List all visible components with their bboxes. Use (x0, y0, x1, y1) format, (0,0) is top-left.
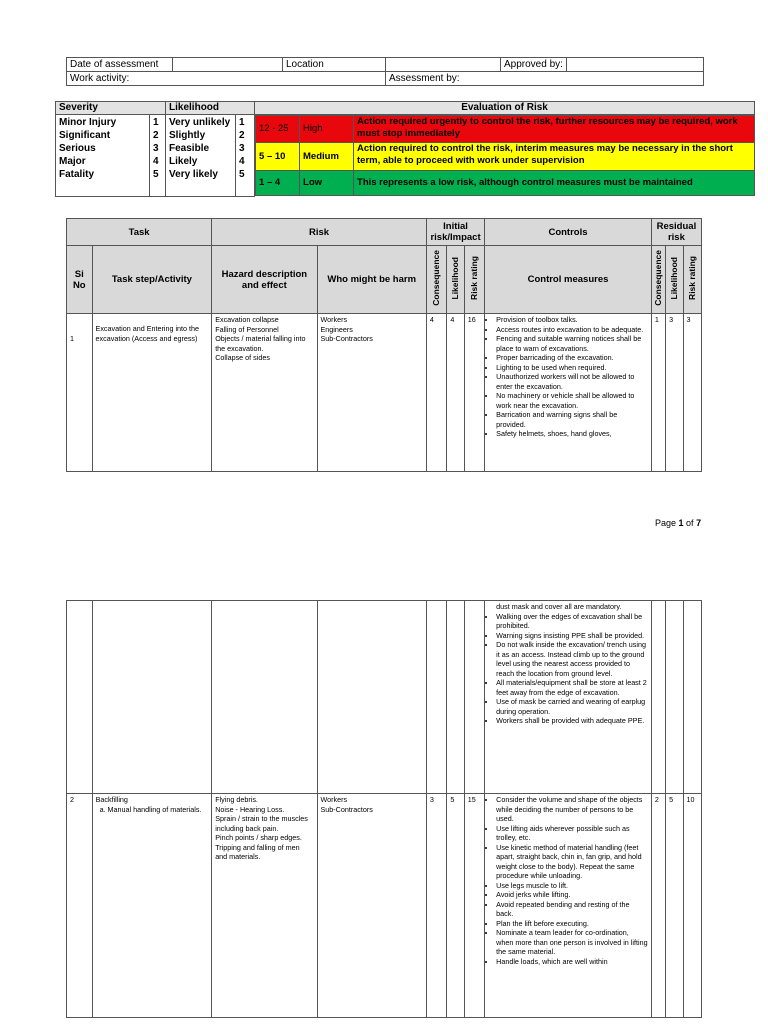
date-label: Date of assessment (67, 58, 173, 72)
control-item: • Unauthorized workers will not be allowed to enter the excavation. (496, 372, 648, 391)
col-who: Who might be harm (317, 246, 426, 314)
severity-item: Major (59, 156, 86, 167)
hazard-item: Flying debris. (215, 795, 258, 804)
severity-item: Significant (59, 130, 111, 141)
page-of: of (683, 518, 697, 528)
likelihood-item: Feasible (169, 143, 210, 154)
row-res-consequence (651, 601, 665, 794)
control-item: • No machinery or vehicle shall be allowed to work near the excavation. (496, 391, 648, 410)
hazard-item: Objects / material falling into the excavation. (215, 334, 306, 353)
row-who (317, 601, 426, 794)
control-item: • Proper barricading of the excavation. (496, 353, 648, 363)
eval-level-medium: Medium (300, 143, 354, 171)
severity-score: 1 (153, 117, 159, 128)
likelihood-score: 3 (239, 143, 245, 154)
control-item: • Handle loads, which are well within (496, 957, 648, 967)
control-item: • Plan the lift before executing. (496, 919, 648, 929)
severity-score: 2 (153, 130, 159, 141)
row-consequence: 4 (426, 314, 446, 472)
col-residual: Residual risk (651, 219, 701, 246)
page-total: 7 (696, 518, 702, 528)
likelihood-labels (166, 115, 236, 197)
hazard-item: Noise - Hearing Loss. (215, 804, 285, 814)
location-label: Location (283, 58, 386, 72)
severity-score: 3 (153, 143, 159, 154)
control-item: • Workers shall be provided with adequate PPE. (496, 716, 648, 726)
step-title: Backfilling (95, 795, 128, 804)
likelihood-scores (236, 115, 255, 197)
row-rating: 15 (464, 794, 484, 1018)
severity-item: Serious (59, 143, 96, 154)
row-controls (485, 314, 652, 472)
row-who (317, 314, 426, 472)
row-hazards (212, 601, 317, 794)
severity-score: 5 (153, 169, 159, 180)
row-step: Excavation and Entering into the excavation (Access and egress) (92, 314, 212, 472)
control-item: • Warning signs insisting PPE shall be provided. (496, 631, 648, 641)
row-res-rating: 3 (683, 314, 701, 472)
control-item: • Fencing and suitable warning notices shall be place to warn of excavations. (496, 334, 648, 353)
hazard-item: Collapse of sides (215, 353, 270, 362)
approved-label: Approved by: (501, 58, 567, 72)
eval-level-high: High (300, 116, 354, 143)
page-number (655, 518, 701, 528)
row-rating: 16 (464, 314, 484, 472)
row-res-consequence: 2 (651, 794, 665, 1018)
table-row (67, 601, 702, 794)
who-item: Engineers (320, 324, 353, 334)
row-likelihood: 5 (447, 794, 464, 1018)
who-item: Workers (320, 315, 348, 324)
likelihood-item: Very unlikely (169, 117, 231, 128)
control-item: • Use legs muscle to lift. (496, 881, 648, 891)
who-item: Sub-Contractors (320, 804, 373, 814)
row-step (92, 794, 212, 1018)
control-item: • Lighting to be used when required. (496, 363, 648, 373)
control-item: • All materials/equipment shall be store at least 2 feet away from the edge of excavation. (496, 678, 648, 697)
row-hazards (212, 314, 317, 472)
row-controls (485, 601, 652, 794)
col-likelihood: Likelihood (450, 256, 461, 300)
likelihood-score: 2 (239, 130, 245, 141)
likelihood-item: Slightly (169, 130, 206, 141)
who-item: Sub-Contractors (320, 334, 373, 343)
severity-title: Severity (56, 102, 166, 115)
col-consequence: Consequence (431, 250, 442, 306)
row-res-likelihood (666, 601, 683, 794)
col-res-likelihood: Likelihood (668, 256, 679, 300)
assessment-header-table (66, 57, 704, 86)
table-row (67, 314, 702, 472)
col-initial: Initial risk/Impact (426, 219, 484, 246)
assessed-label: Assessment by: (386, 72, 704, 86)
control-item: • Consider the volume and shape of the objects while deciding the number of persons to be used. (496, 795, 648, 824)
page-prefix: Page (655, 518, 679, 528)
who-item: Workers (320, 795, 348, 804)
col-step: Task step/Activity (92, 246, 212, 314)
page-current: 1 (678, 518, 684, 528)
eval-range-medium: 5 – 10 (256, 143, 300, 171)
control-item: • Nominate a team leader for co-ordination, when more than one person is involved in lifting the same material. (496, 928, 648, 957)
col-sino: Si No (67, 246, 93, 314)
eval-range-low: 1 – 4 (256, 171, 300, 196)
control-item: • Avoid repeated bending and resting of the back. (496, 900, 648, 919)
control-item: • Barrication and warning signs shall be provided. (496, 410, 648, 429)
control-item: • Use kinetic method of material handling (feet apart, straight back, chin in, fan grip, and hold weight close to the body). Repeat the same procedure while unloading. (496, 843, 648, 881)
eval-text-low: This represents a low risk, although control measures must be maintained (354, 171, 755, 196)
row-likelihood (447, 601, 464, 794)
likelihood-score: 5 (239, 169, 245, 180)
evaluation-table (255, 115, 755, 196)
likelihood-item: Very likely (169, 169, 218, 180)
col-res-rating: Risk rating (686, 256, 697, 300)
severity-item: Fatality (59, 169, 95, 180)
approved-value (567, 58, 704, 72)
hazard-item: Sprain / strain to the muscles including back pain. (215, 814, 308, 833)
row-consequence: 3 (426, 794, 446, 1018)
row-likelihood: 4 (447, 314, 464, 472)
control-item: • Access routes into excavation to be adequate. (496, 325, 648, 335)
control-item: • Provision of toolbox talks. (496, 315, 648, 325)
row-hazards (212, 794, 317, 1018)
col-res-consequence: Consequence (652, 250, 663, 306)
eval-text-medium: Action required to control the risk, interim measures may be necessary in the short term, able to proceed with work under supervision (354, 143, 755, 171)
control-item: • Use lifting aids wherever possible such as trolley, etc. (496, 824, 648, 843)
severity-labels (56, 115, 150, 197)
row-res-likelihood: 3 (666, 314, 683, 472)
likelihood-score: 4 (239, 156, 245, 167)
control-continuation: dust mask and cover all are mandatory. (496, 602, 622, 611)
row-res-rating: 10 (683, 794, 701, 1018)
control-item: • Walking over the edges of excavation shall be prohibited. (496, 612, 648, 631)
row-res-rating (683, 601, 701, 794)
control-item: • Use of mask be carried and wearing of earplug during operation. (496, 697, 648, 716)
row-step (92, 601, 212, 794)
risk-assessment-table (66, 218, 702, 472)
activity-label: Work activity: (67, 72, 386, 86)
row-who (317, 794, 426, 1018)
table-row (67, 794, 702, 1018)
eval-level-low: Low (300, 171, 354, 196)
likelihood-title: Likelihood (166, 102, 255, 115)
hazard-item: Pinch points / sharp edges. (215, 833, 302, 842)
control-item: • Safety helmets, shoes, hand gloves, (496, 429, 648, 439)
evaluation-block (255, 115, 755, 197)
row-no (67, 601, 93, 794)
col-controls: Controls (485, 219, 652, 246)
evaluation-title: Evaluation of Risk (255, 102, 755, 115)
row-res-likelihood: 5 (666, 794, 683, 1018)
likelihood-score: 1 (239, 117, 245, 128)
col-control-measures: Control measures (485, 246, 652, 314)
hazard-item: Tripping and falling of men and materials. (215, 842, 300, 861)
control-item: • Avoid jerks while lifting. (496, 890, 648, 900)
hazard-item: Excavation collapse (215, 315, 279, 324)
location-value (386, 58, 501, 72)
col-rating: Risk rating (468, 256, 479, 300)
step-substep: a. Manual handling of materials. (99, 804, 202, 814)
date-value (173, 58, 283, 72)
eval-range-high: 12 - 25 (256, 116, 300, 143)
col-risk: Risk (212, 219, 427, 246)
row-res-consequence: 1 (651, 314, 665, 472)
likelihood-item: Likely (169, 156, 198, 167)
hazard-item: Falling of Personnel (215, 324, 279, 334)
severity-item: Minor Injury (59, 117, 117, 128)
col-hazard: Hazard description and effect (212, 246, 317, 314)
control-item: • Do not walk inside the excavation/ trench using it as an access. Instead climb up to the ground level using the nearest access provided to reach the location from ground level. (496, 640, 648, 678)
severity-scores (150, 115, 166, 197)
risk-legend-table (55, 101, 755, 197)
risk-assessment-table-continued (66, 600, 702, 1018)
severity-score: 4 (153, 156, 159, 167)
row-controls (485, 794, 652, 1018)
row-rating (464, 601, 484, 794)
row-no: 2 (67, 794, 93, 1018)
row-no: 1 (67, 314, 93, 472)
col-task: Task (67, 219, 212, 246)
row-consequence (426, 601, 446, 794)
eval-text-high: Action required urgently to control the risk, further resources may be required, work must stop immediately (354, 116, 755, 143)
